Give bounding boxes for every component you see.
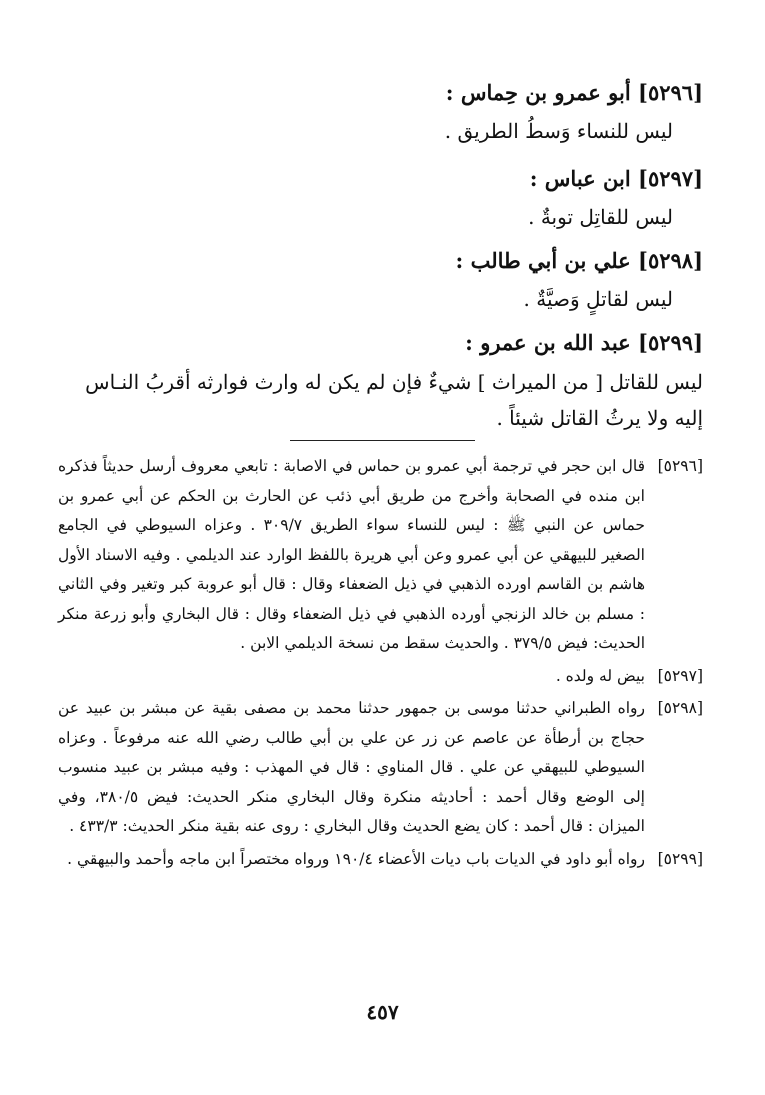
entry-text: ليس لقاتلٍ وَصيَّةٌ . bbox=[523, 287, 673, 311]
footnotes bbox=[58, 452, 703, 877]
footnote-5298 bbox=[58, 694, 703, 842]
entry-number: [٥٢٩٧] bbox=[638, 166, 703, 191]
footnote-number: [٥٢٩٨] bbox=[657, 699, 703, 717]
hadith-entry-5298 bbox=[63, 246, 703, 316]
footnote-text: رواه الطبراني حدثنا موسى بن جمهور حدثنا محمد بن مصفى بقية عن مبشر بن عبيد عن حجاج بن أرطأة عن عاصم عن زر عن علي بن أبي طالب رضي الله عنه مرفوعاً . وعزاه السيوطي للبيهقي عن علي . قال المناوي : قال في المهذب : وفيه مبشر بن عبيد منسوب إلى الوضع وقال أحمد : أحاديثه منكرة وقال البخاري منكر الحديث: فيض ٣٨٠/٥، وفي الميزان : قال أحمد : كان يضع الحديث وقال البخاري : روى عنه بقية منكر الحديث: ٤٣٣/٣ . bbox=[58, 699, 645, 835]
entry-heading bbox=[63, 328, 703, 358]
entry-text: ليس للقاتل [ من الميراث ] شيءٌ فإن لم يكن له وارث فوارثه أقربُ النـاس إليه ولا يرثُ القاتل شيئاً . bbox=[85, 370, 703, 430]
footnote-5299 bbox=[58, 845, 703, 875]
footnote-5296 bbox=[58, 452, 703, 659]
entry-heading bbox=[63, 78, 703, 108]
footnote-text: قال ابن حجر في ترجمة أبي عمرو بن حماس في الاصابة : تابعي معروف أرسل حديثاً فذكره ابن منده في الصحابة وأخرج من طريق أبي ذئب عن الحارث بن الحكم عن أبي عمرو بن حماس عن النبي ﷺ : ليس للنساء سواء الطريق ٣٠٩/٧ . وعزاه السيوطي في الجامع الصغير للبيهقي عن أبي عمرو وعن أبي هريرة باللفظ الوارد عند الديلمي . وفيه الاسناد الأول هاشم بن القاسم اورده الذهبي في ذيل الضعفاء وقال : قال أبو عروبة كبر وتغير وفي الثاني : مسلم بن خالد الزنجي أورده الذهبي في ذيل الضعفاء وقال : قال البخاري وأبو زرعة منكر الحديث: فيض ٣٧٩/٥ . والحديث سقط من نسخة الديلمي الابن . bbox=[58, 457, 645, 652]
entry-narrator: أبو عمرو بن حِماس : bbox=[445, 80, 631, 105]
hadith-entry-5296 bbox=[63, 78, 703, 148]
footnote-number: [٥٢٩٧] bbox=[657, 666, 703, 685]
entry-narrator: علي بن أبي طالب : bbox=[455, 248, 631, 273]
footnote-text: رواه أبو داود في الديات باب ديات الأعضاء ١٩٠/٤ ورواه مختصراً ابن ماجه وأحمد والبيهقي . bbox=[67, 849, 645, 868]
entry-number: [٥٢٩٩] bbox=[638, 330, 703, 355]
hadith-entry-5297 bbox=[63, 164, 703, 234]
entry-heading bbox=[63, 164, 703, 194]
entry-narrator: ابن عباس : bbox=[529, 166, 631, 191]
footnote-text: بيض له ولده . bbox=[555, 666, 645, 685]
page-number: ٤٥٧ bbox=[366, 1000, 399, 1024]
entry-heading bbox=[63, 246, 703, 276]
footnote-number: [٥٢٩٦] bbox=[657, 457, 703, 475]
footnote-number: [٥٢٩٩] bbox=[657, 849, 703, 868]
hadith-entry-5299 bbox=[63, 328, 703, 436]
entry-text: ليس للقاتِل توبةٌ . bbox=[528, 205, 673, 229]
entry-narrator: عبد الله بن عمرو : bbox=[465, 330, 631, 355]
footnote-divider bbox=[290, 440, 475, 441]
footnote-5297 bbox=[58, 662, 703, 692]
entry-number: [٥٢٩٨] bbox=[638, 248, 703, 273]
entry-text: ليس للنساء وَسطُ الطريق . bbox=[444, 119, 673, 143]
entry-number: [٥٢٩٦] bbox=[638, 80, 703, 105]
